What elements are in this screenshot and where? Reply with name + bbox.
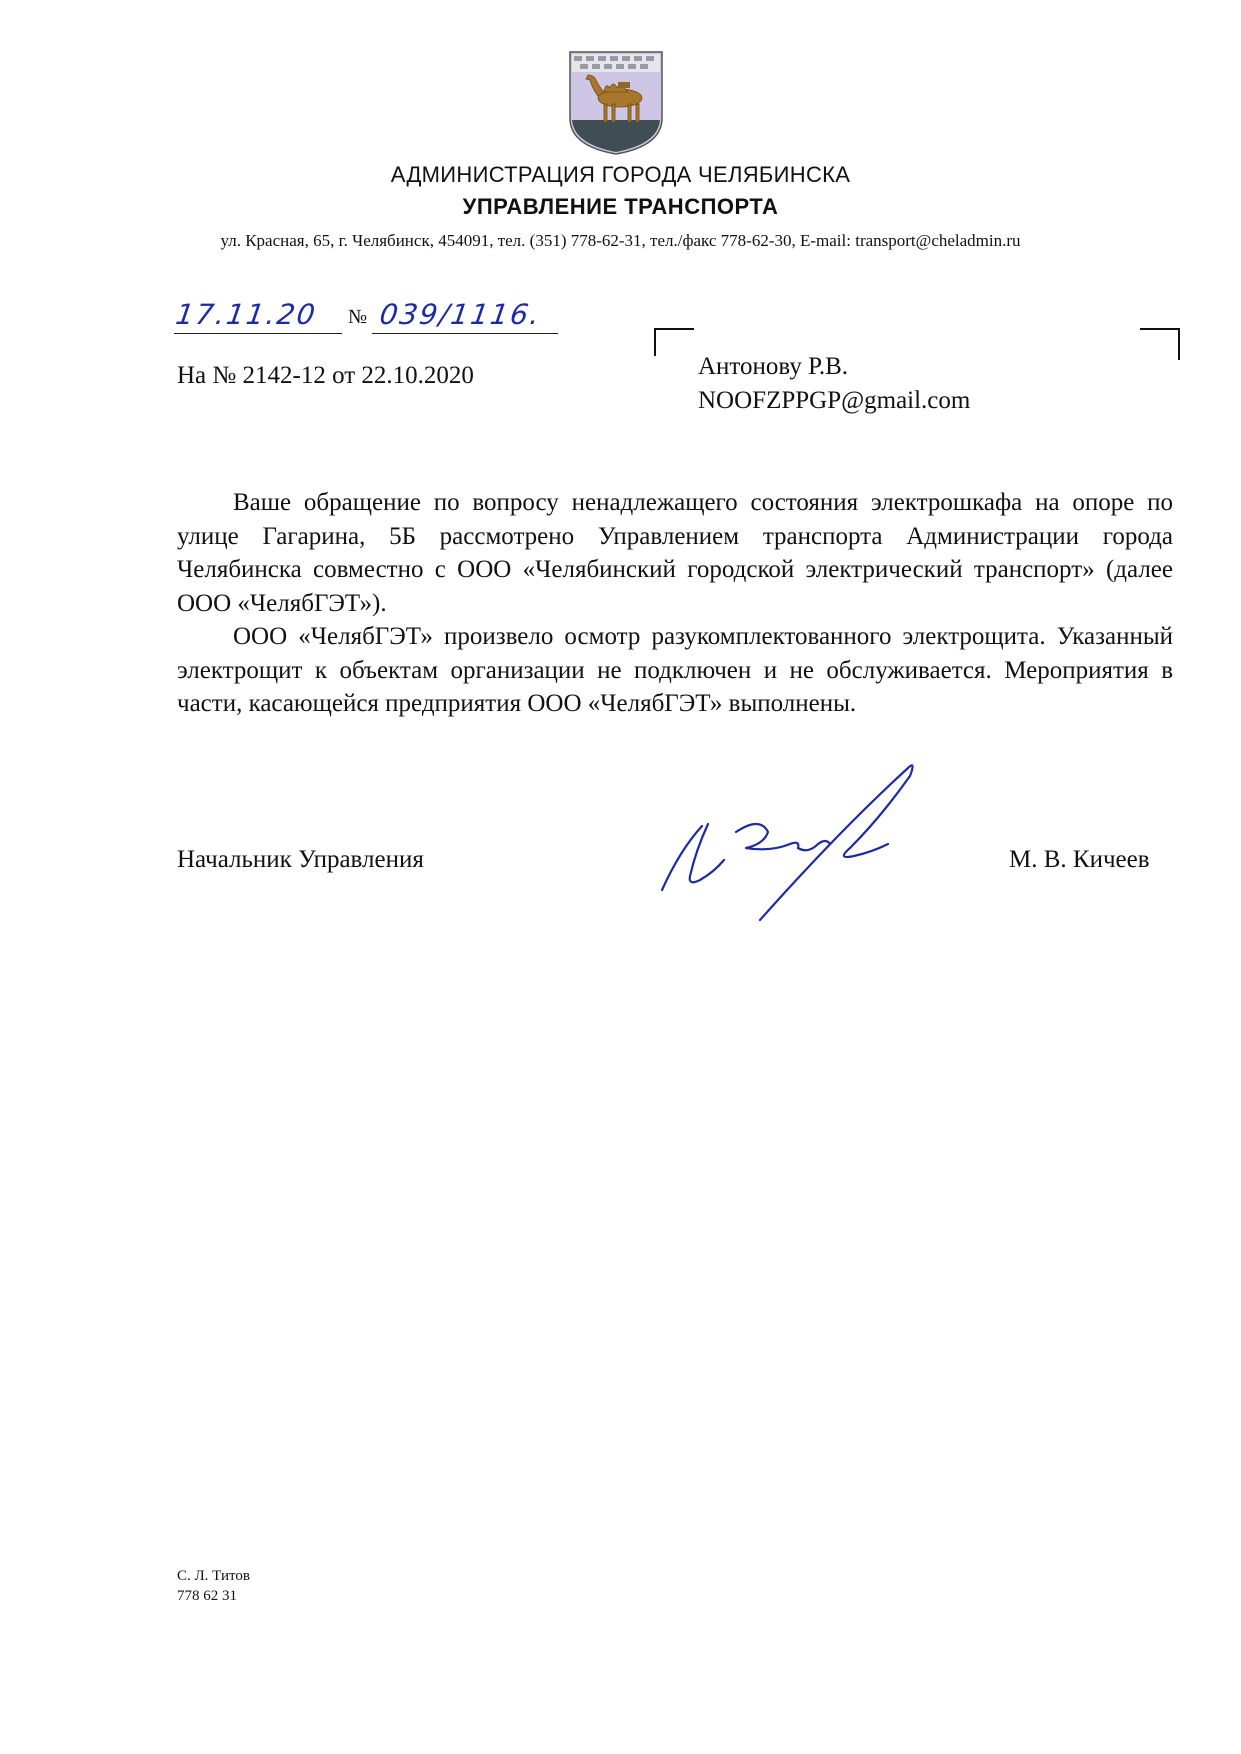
executor-name: С. Л. Титов	[177, 1568, 250, 1584]
incoming-reference: На № 2142-12 от 22.10.2020	[177, 362, 474, 389]
recipient-bracket-right	[1140, 328, 1180, 360]
outgoing-date: 17.11.20	[173, 298, 320, 331]
recipient-email: NOOFZPPGP@gmail.com	[698, 387, 971, 414]
department-name: УПРАВЛЕНИЕ ТРАНСПОРТА	[462, 194, 779, 219]
signer-name: М. В. Кичеев	[1009, 846, 1150, 873]
executor-block	[177, 1566, 250, 1606]
recipient-block	[698, 350, 970, 418]
number-underline	[372, 333, 558, 334]
body-paragraph-1: Ваше обращение по вопросу ненадлежащего состояния электрошкафа на опоре по улице Гагарина, 5Б рассмотрено Управлением транспорта Администрации города Челябинска совместно с ООО «Челябинский городской электрический транспорт» (далее ООО «ЧелябГЭТ»).	[177, 489, 1173, 617]
recipient-name: Антонову Р.В.	[698, 353, 849, 380]
organization-address: ул. Красная, 65, г. Челябинск, 454091, тел. (351) 778-62-31, тел./факс 778-62-30, E-mail: transport@cheladmin.ru	[220, 231, 1021, 250]
handwritten-signature	[640, 740, 980, 930]
chelyabinsk-coat-of-arms-icon	[566, 48, 666, 156]
signer-title: Начальник Управления	[177, 846, 424, 873]
number-sign: №	[348, 306, 368, 328]
recipient-bracket-left	[654, 328, 694, 356]
outgoing-number: 039/1116.	[377, 298, 544, 331]
letter-body	[177, 486, 1173, 721]
body-paragraph-2: ООО «ЧелябГЭТ» произвело осмотр разукомплектованного электрощита. Указанный электрощит к объектам организации не подключен и не обслуживается. Мероприятия в части, касающейся предприятия ООО «ЧелябГЭТ» выполнены.	[177, 623, 1173, 717]
organization-name: АДМИНИСТРАЦИЯ ГОРОДА ЧЕЛЯБИНСКА	[390, 162, 851, 187]
date-underline	[174, 333, 342, 334]
executor-phone: 778 62 31	[177, 1588, 237, 1604]
